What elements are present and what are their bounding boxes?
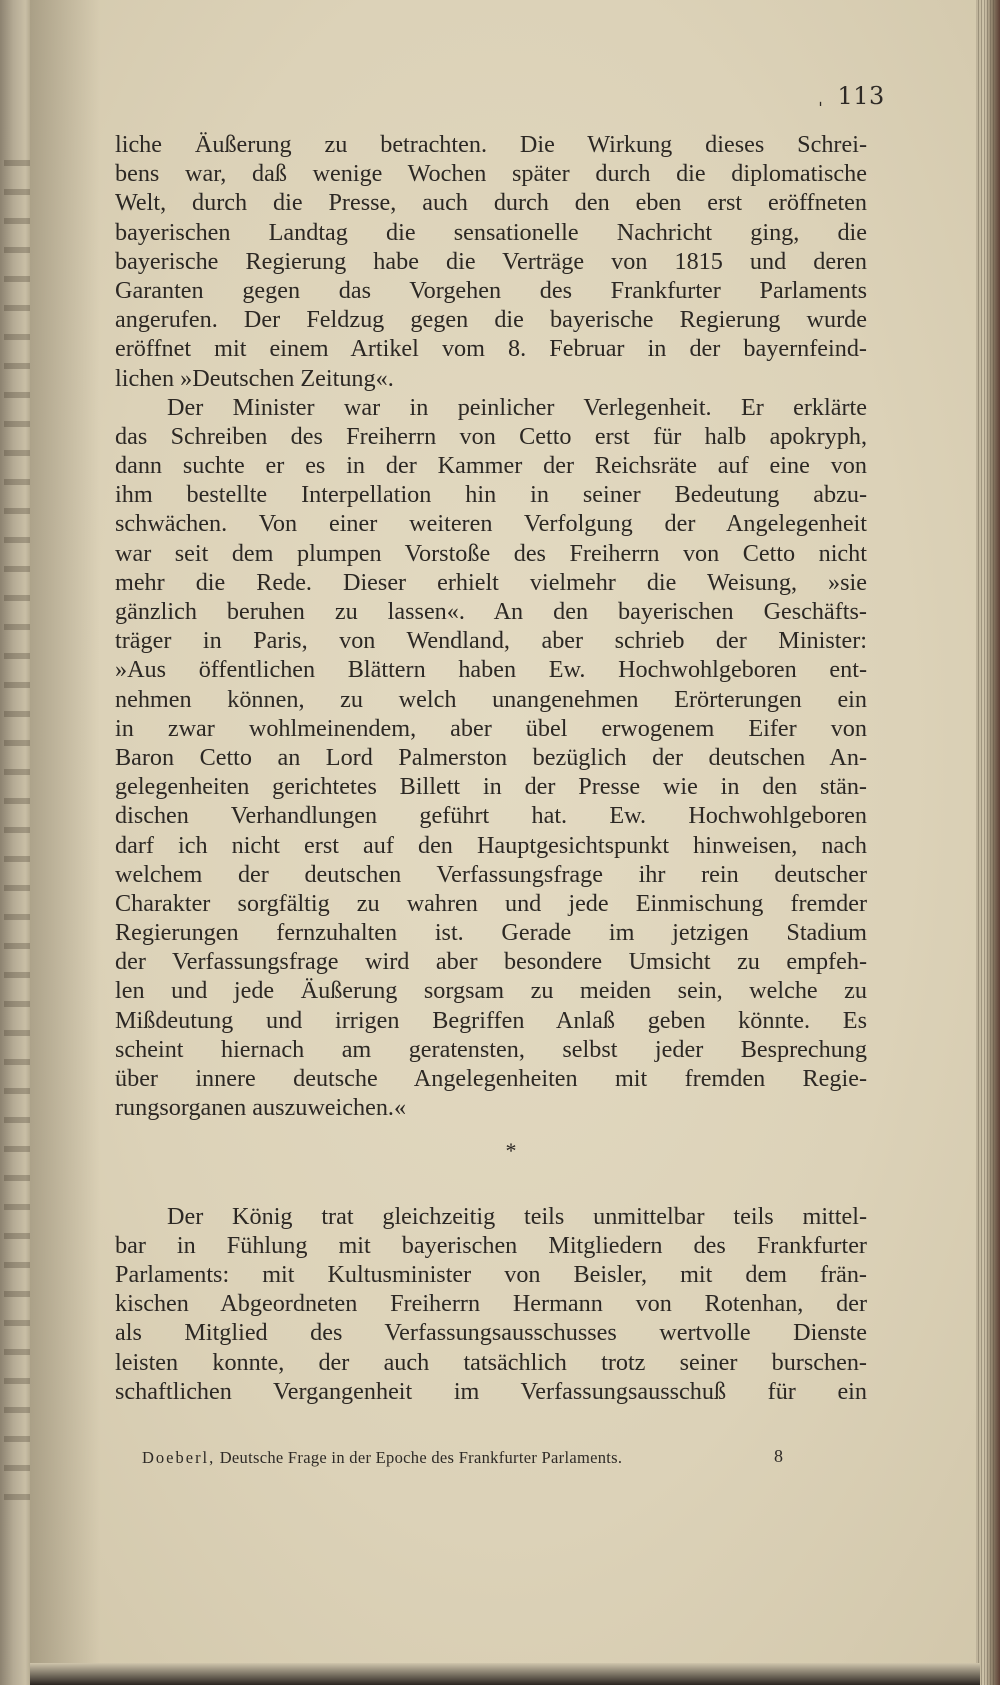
text-line: Der König trat gleichzeitig teils unmittelbar teils mittel- bbox=[167, 1202, 867, 1230]
text-line: bayerischen Landtag die sensationelle Nachricht ging, die bbox=[115, 218, 867, 246]
footer-author: Doeberl, bbox=[142, 1448, 216, 1467]
text-line: der Verfassungsfrage wird aber besondere Umsicht zu empfeh- bbox=[115, 948, 867, 976]
text-line: ihm bestellte Interpellation hin in seiner Bedeutung abzu- bbox=[115, 481, 867, 509]
footer-title: Deutsche Frage in der Epoche des Frankfurter Parlaments. bbox=[219, 1448, 623, 1467]
text-line: träger in Paris, von Wendland, aber schrieb der Minister: bbox=[115, 627, 867, 655]
left-page-edge bbox=[0, 0, 34, 1685]
paragraph-2 bbox=[115, 393, 867, 1123]
page-number-mark: ˌ bbox=[818, 88, 824, 109]
text-line: in zwar wohlmeinendem, aber übel erwogenem Eifer von bbox=[115, 714, 867, 742]
text-line: bayerische Regierung habe die Verträge von 1815 und deren bbox=[115, 247, 867, 275]
text-line: Welt, durch die Presse, auch durch den eben erst eröffneten bbox=[115, 189, 867, 217]
text-line: dann suchte er es in der Kammer der Reichsräte auf eine von bbox=[115, 452, 867, 480]
text-line: nehmen können, zu welch unangenehmen Erörterungen ein bbox=[115, 685, 867, 713]
body-text bbox=[115, 130, 867, 1406]
text-line: gelegenheiten gerichtetes Billett in der Presse wie in den stän- bbox=[115, 773, 867, 801]
text-line: bens war, daß wenige Wochen später durch die diplomatische bbox=[115, 160, 867, 188]
book-page bbox=[30, 0, 980, 1665]
text-line: schaftlichen Vergangenheit im Verfassungsausschuß für ein bbox=[115, 1377, 867, 1405]
section-separator: * bbox=[505, 1138, 517, 1164]
text-line: mehr die Rede. Dieser erhielt vielmehr die Weisung, »sie bbox=[115, 568, 867, 596]
text-line: über innere deutsche Angelegenheiten mit fremden Regie- bbox=[115, 1065, 867, 1092]
footer-signature-line bbox=[142, 1448, 842, 1468]
printer-signature: 8 bbox=[774, 1446, 784, 1466]
text-line: darf ich nicht erst auf den Hauptgesichtspunkt hinweisen, nach bbox=[115, 831, 867, 859]
paragraph-1 bbox=[115, 130, 867, 393]
text-line: Regierungen fernzuhalten ist. Gerade im jetzigen Stadium bbox=[115, 919, 867, 947]
text-line: Mißdeutung und irrigen Begriffen Anlaß geben könnte. Es bbox=[115, 1006, 867, 1034]
right-page-edge bbox=[976, 0, 1000, 1685]
text-line: liche Äußerung zu betrachten. Die Wirkung dieses Schrei- bbox=[115, 131, 867, 158]
text-line: scheint hiernach am geratensten, selbst jeder Besprechung bbox=[115, 1035, 867, 1063]
text-line: »Aus öffentlichen Blättern haben Ew. Hochwohlgeboren ent- bbox=[115, 656, 867, 684]
text-line: als Mitglied des Verfassungsausschusses wertvolle Dienste bbox=[115, 1319, 867, 1347]
text-line: angerufen. Der Feldzug gegen die bayerische Regierung wurde bbox=[115, 306, 867, 334]
text-line: eröffnet mit einem Artikel vom 8. Februar in der bayernfeind- bbox=[115, 335, 867, 363]
text-line: Garanten gegen das Vorgehen des Frankfurter Parlaments bbox=[115, 276, 867, 304]
bottom-page-edge bbox=[30, 1663, 980, 1685]
text-line: Parlaments: mit Kultusminister von Beisler, mit dem frän- bbox=[115, 1260, 867, 1288]
text-line: Der Minister war in peinlicher Verlegenheit. Er erklärte bbox=[167, 393, 867, 421]
text-line: schwächen. Von einer weiteren Verfolgung der Angelegenheit bbox=[115, 510, 867, 538]
text-line: Baron Cetto an Lord Palmerston bezüglich der deutschen An- bbox=[115, 743, 867, 771]
gutter-shadow bbox=[30, 0, 100, 1665]
text-line: gänzlich beruhen zu lassen«. An den bayerischen Geschäfts- bbox=[115, 598, 867, 625]
text-line: leisten konnte, der auch tatsächlich trotz seiner burschen- bbox=[115, 1348, 867, 1376]
text-line: Charakter sorgfältig zu wahren und jede Einmischung fremder bbox=[115, 889, 867, 917]
text-line: war seit dem plumpen Vorstoße des Freiherrn von Cetto nicht bbox=[115, 539, 867, 567]
text-line: das Schreiben des Freiherrn von Cetto erst für halb apokryph, bbox=[115, 422, 867, 450]
paragraph-3 bbox=[115, 1202, 867, 1406]
facing-page-bleed bbox=[4, 160, 30, 1520]
page-stack-lines bbox=[978, 0, 994, 1685]
text-line: dischen Verhandlungen geführt hat. Ew. Hochwohlgeboren bbox=[115, 802, 867, 830]
text-line: lichen »Deutschen Zeitung«. bbox=[115, 364, 394, 392]
text-line: welchem der deutschen Verfassungsfrage ihr rein deutscher bbox=[115, 860, 867, 888]
text-line: kischen Abgeordneten Freiherrn Hermann von Rotenhan, der bbox=[115, 1290, 867, 1318]
text-line: len und jede Äußerung sorgsam zu meiden sein, welche zu bbox=[115, 977, 867, 1005]
text-line: bar in Fühlung mit bayerischen Mitgliedern des Frankfurter bbox=[115, 1231, 867, 1259]
page-number-value: 113 bbox=[837, 82, 885, 110]
page-number bbox=[818, 82, 885, 110]
text-line: rungsorganen auszuweichen.« bbox=[115, 1094, 407, 1122]
